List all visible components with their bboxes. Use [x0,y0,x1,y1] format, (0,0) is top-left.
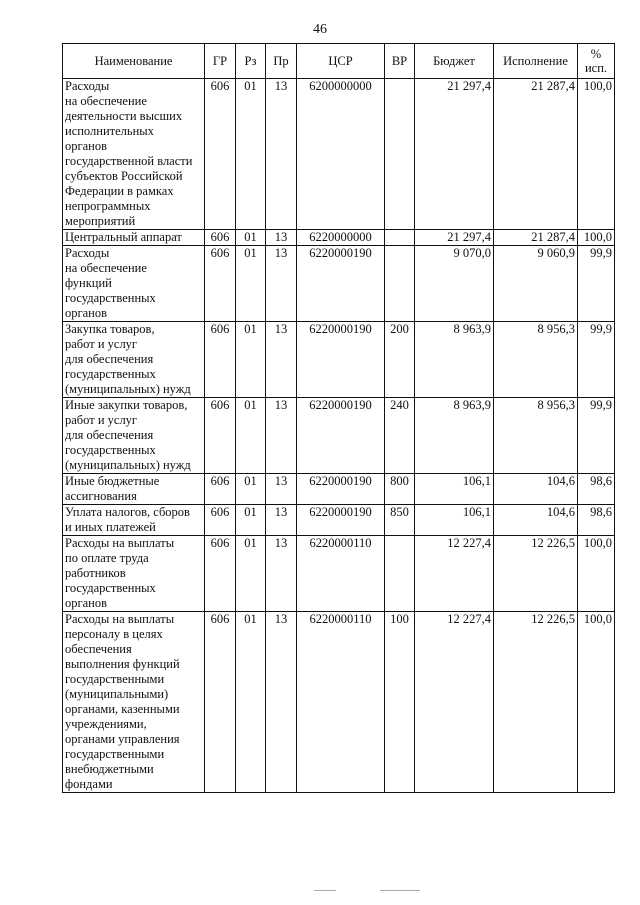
row-pr: 13 [266,474,297,505]
row-percent: 99,9 [578,398,615,474]
row-percent: 100,0 [578,79,615,230]
row-budget: 12 227,4 [415,612,494,793]
row-budget: 106,1 [415,505,494,536]
row-execution: 21 287,4 [494,79,578,230]
row-percent: 100,0 [578,612,615,793]
row-execution: 104,6 [494,474,578,505]
row-csr: 6220000000 [297,230,385,246]
row-gr: 606 [205,474,236,505]
row-csr: 6220000110 [297,612,385,793]
budget-table [62,43,615,793]
table-row [63,322,615,398]
row-percent: 99,9 [578,246,615,322]
row-rz: 01 [236,474,266,505]
row-gr: 606 [205,612,236,793]
footer-scan-mark [380,890,420,891]
row-pr: 13 [266,536,297,612]
row-csr: 6220000190 [297,398,385,474]
row-rz: 01 [236,536,266,612]
header-csr: ЦСР [297,44,385,79]
row-execution: 12 226,5 [494,536,578,612]
row-gr: 606 [205,398,236,474]
row-vr [385,246,415,322]
row-gr: 606 [205,230,236,246]
row-budget: 9 070,0 [415,246,494,322]
row-percent: 99,9 [578,322,615,398]
header-percent: % исп. [578,44,615,79]
row-rz: 01 [236,505,266,536]
header-pr: Пр [266,44,297,79]
row-pr: 13 [266,398,297,474]
row-name: Расходы на обеспечение функций государственных органов [63,246,205,322]
row-name: Центральный аппарат [63,230,205,246]
page-number: 46 [313,22,327,37]
row-gr: 606 [205,79,236,230]
table-row [63,230,615,246]
row-pr: 13 [266,246,297,322]
row-percent: 100,0 [578,230,615,246]
row-vr: 800 [385,474,415,505]
row-pr: 13 [266,230,297,246]
row-budget: 21 297,4 [415,79,494,230]
row-rz: 01 [236,322,266,398]
row-percent: 98,6 [578,505,615,536]
table-row [63,246,615,322]
row-csr: 6220000190 [297,505,385,536]
table-header-row [63,44,615,79]
header-rz: Рз [236,44,266,79]
row-csr: 6220000110 [297,536,385,612]
row-percent: 98,6 [578,474,615,505]
row-rz: 01 [236,246,266,322]
row-csr: 6220000190 [297,322,385,398]
row-pr: 13 [266,505,297,536]
table-row [63,79,615,230]
row-name: Расходы на выплаты персоналу в целях обеспечения выполнения функций государственными (муниципальными) органами, казенными учреждениями, органами управления государственными внебюджетными фондами [63,612,205,793]
row-pr: 13 [266,322,297,398]
row-budget: 8 963,9 [415,322,494,398]
row-execution: 8 956,3 [494,398,578,474]
row-rz: 01 [236,230,266,246]
header-vr: ВР [385,44,415,79]
row-vr [385,536,415,612]
row-pr: 13 [266,612,297,793]
row-gr: 606 [205,322,236,398]
row-gr: 606 [205,536,236,612]
row-execution: 21 287,4 [494,230,578,246]
row-gr: 606 [205,505,236,536]
row-csr: 6220000190 [297,474,385,505]
table-row [63,612,615,793]
header-name: Наименование [63,44,205,79]
row-name: Уплата налогов, сборов и иных платежей [63,505,205,536]
row-name: Расходы на обеспечение деятельности высших исполнительных органов государственной власти субъектов Российской Федерации в рамках непрограммных мероприятий [63,79,205,230]
table-row [63,505,615,536]
row-rz: 01 [236,612,266,793]
row-execution: 8 956,3 [494,322,578,398]
row-rz: 01 [236,79,266,230]
row-name: Иные закупки товаров, работ и услуг для обеспечения государственных (муниципальных) нужд [63,398,205,474]
row-vr: 200 [385,322,415,398]
row-vr [385,79,415,230]
row-name: Расходы на выплаты по оплате труда работников государственных органов [63,536,205,612]
row-budget: 8 963,9 [415,398,494,474]
table-row [63,398,615,474]
table-row [63,474,615,505]
row-percent: 100,0 [578,536,615,612]
row-csr: 6200000000 [297,79,385,230]
header-gr: ГР [205,44,236,79]
row-vr: 100 [385,612,415,793]
row-vr: 850 [385,505,415,536]
footer-scan-mark [314,890,336,891]
row-vr [385,230,415,246]
row-budget: 106,1 [415,474,494,505]
row-budget: 21 297,4 [415,230,494,246]
header-execution: Исполнение [494,44,578,79]
row-rz: 01 [236,398,266,474]
header-budget: Бюджет [415,44,494,79]
row-budget: 12 227,4 [415,536,494,612]
row-name: Закупка товаров, работ и услуг для обеспечения государственных (муниципальных) нужд [63,322,205,398]
row-csr: 6220000190 [297,246,385,322]
row-execution: 12 226,5 [494,612,578,793]
row-pr: 13 [266,79,297,230]
row-gr: 606 [205,246,236,322]
row-vr: 240 [385,398,415,474]
row-name: Иные бюджетные ассигнования [63,474,205,505]
table-row [63,536,615,612]
row-execution: 104,6 [494,505,578,536]
row-execution: 9 060,9 [494,246,578,322]
